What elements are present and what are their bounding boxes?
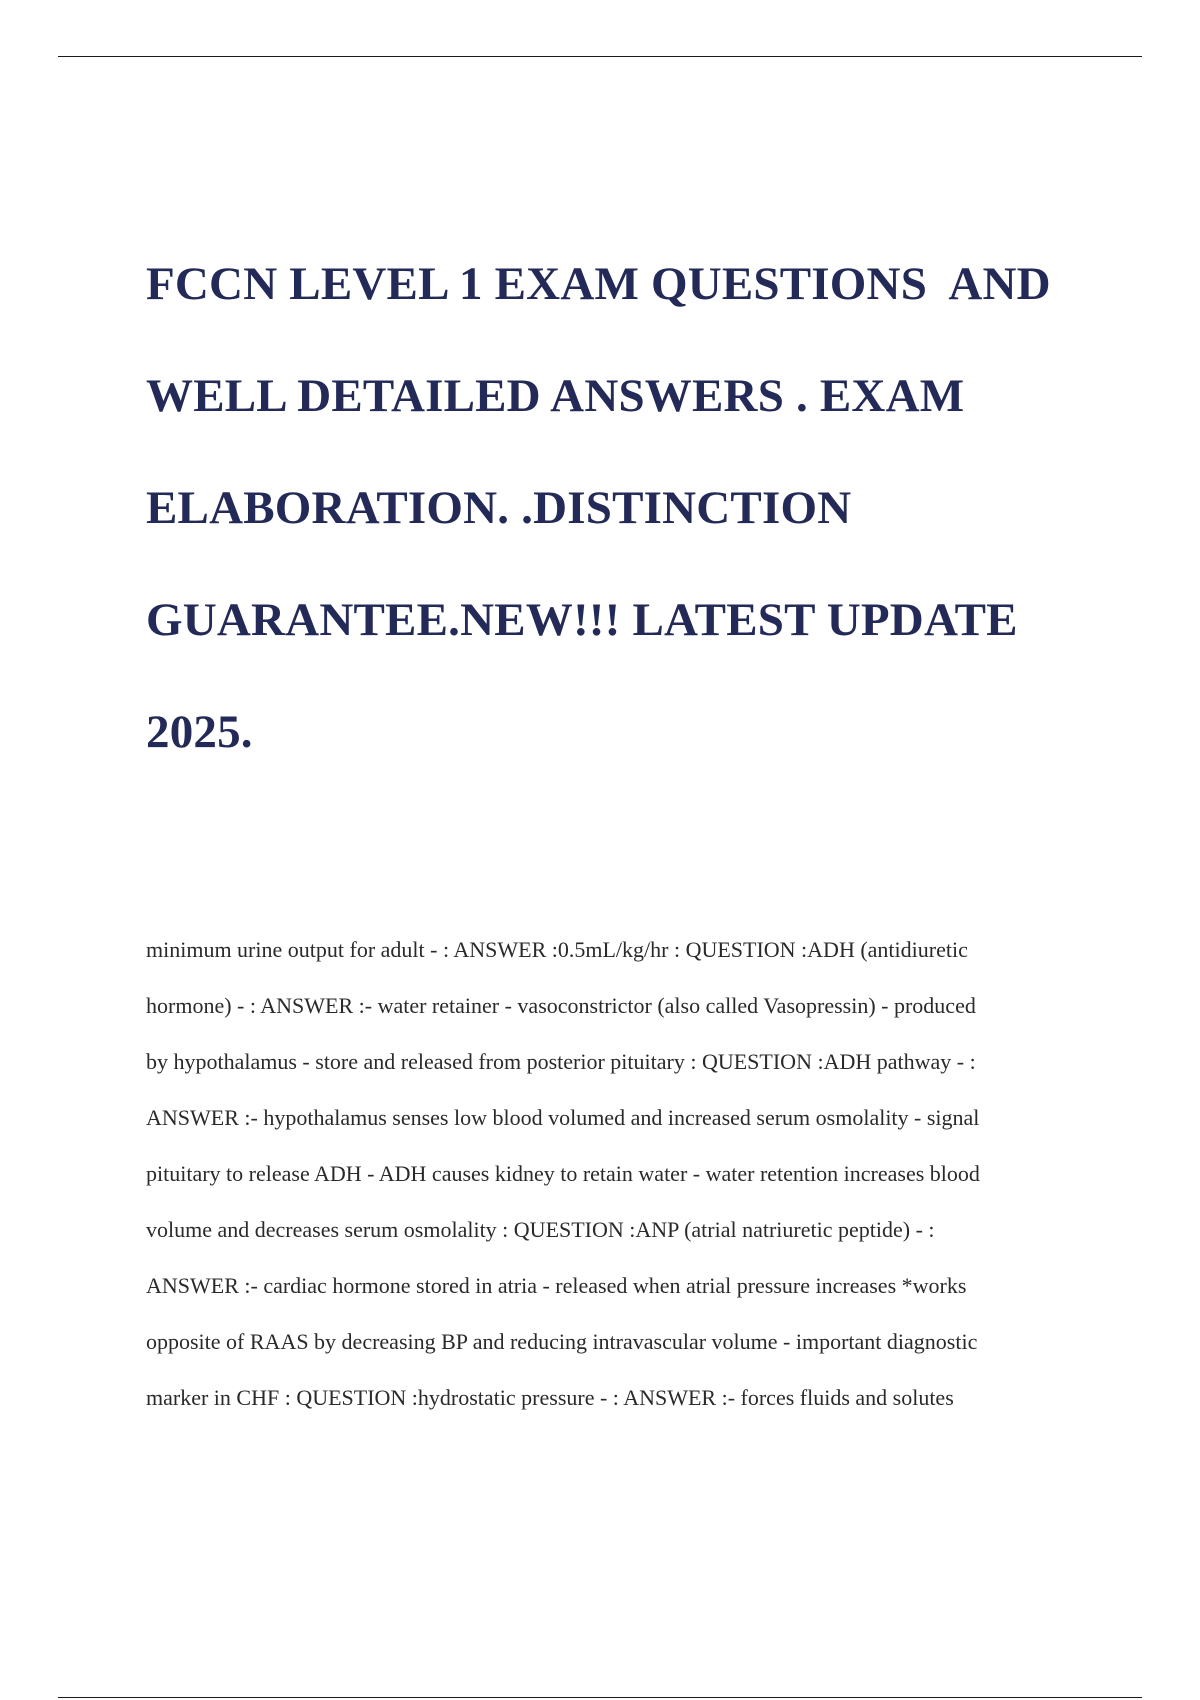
body-line: opposite of RAAS by decreasing BP and reducing intravascular volume - important diagnostic <box>146 1329 978 1354</box>
title-line: GUARANTEE.NEW!!! LATEST UPDATE <box>146 594 1018 646</box>
document-title <box>146 228 1106 788</box>
document-body <box>146 922 1086 1426</box>
body-line: minimum urine output for adult - : ANSWER :0.5mL/kg/hr : QUESTION :ADH (antidiuretic <box>146 937 968 962</box>
body-line: marker in CHF : QUESTION :hydrostatic pressure - : ANSWER :- forces fluids and solutes <box>146 1385 954 1410</box>
body-line: pituitary to release ADH - ADH causes kidney to retain water - water retention increases blood <box>146 1161 980 1186</box>
footer-rule <box>58 1697 1142 1698</box>
body-line: ANSWER :- hypothalamus senses low blood volumed and increased serum osmolality - signal <box>146 1105 980 1130</box>
title-line: ELABORATION. .DISTINCTION <box>146 482 852 534</box>
body-line: ANSWER :- cardiac hormone stored in atria - released when atrial pressure increases *works <box>146 1273 967 1298</box>
body-line: by hypothalamus - store and released from posterior pituitary : QUESTION :ADH pathway - : <box>146 1049 976 1074</box>
title-line: WELL DETAILED ANSWERS . EXAM <box>146 370 965 422</box>
title-line: FCCN LEVEL 1 EXAM QUESTIONS AND <box>146 258 1051 310</box>
body-line: volume and decreases serum osmolality : QUESTION :ANP (atrial natriuretic peptide) - : <box>146 1217 935 1242</box>
body-line: hormone) - : ANSWER :- water retainer - vasoconstrictor (also called Vasopressin) - produced <box>146 993 976 1018</box>
header-rule <box>58 56 1142 57</box>
title-line: 2025. <box>146 706 253 758</box>
